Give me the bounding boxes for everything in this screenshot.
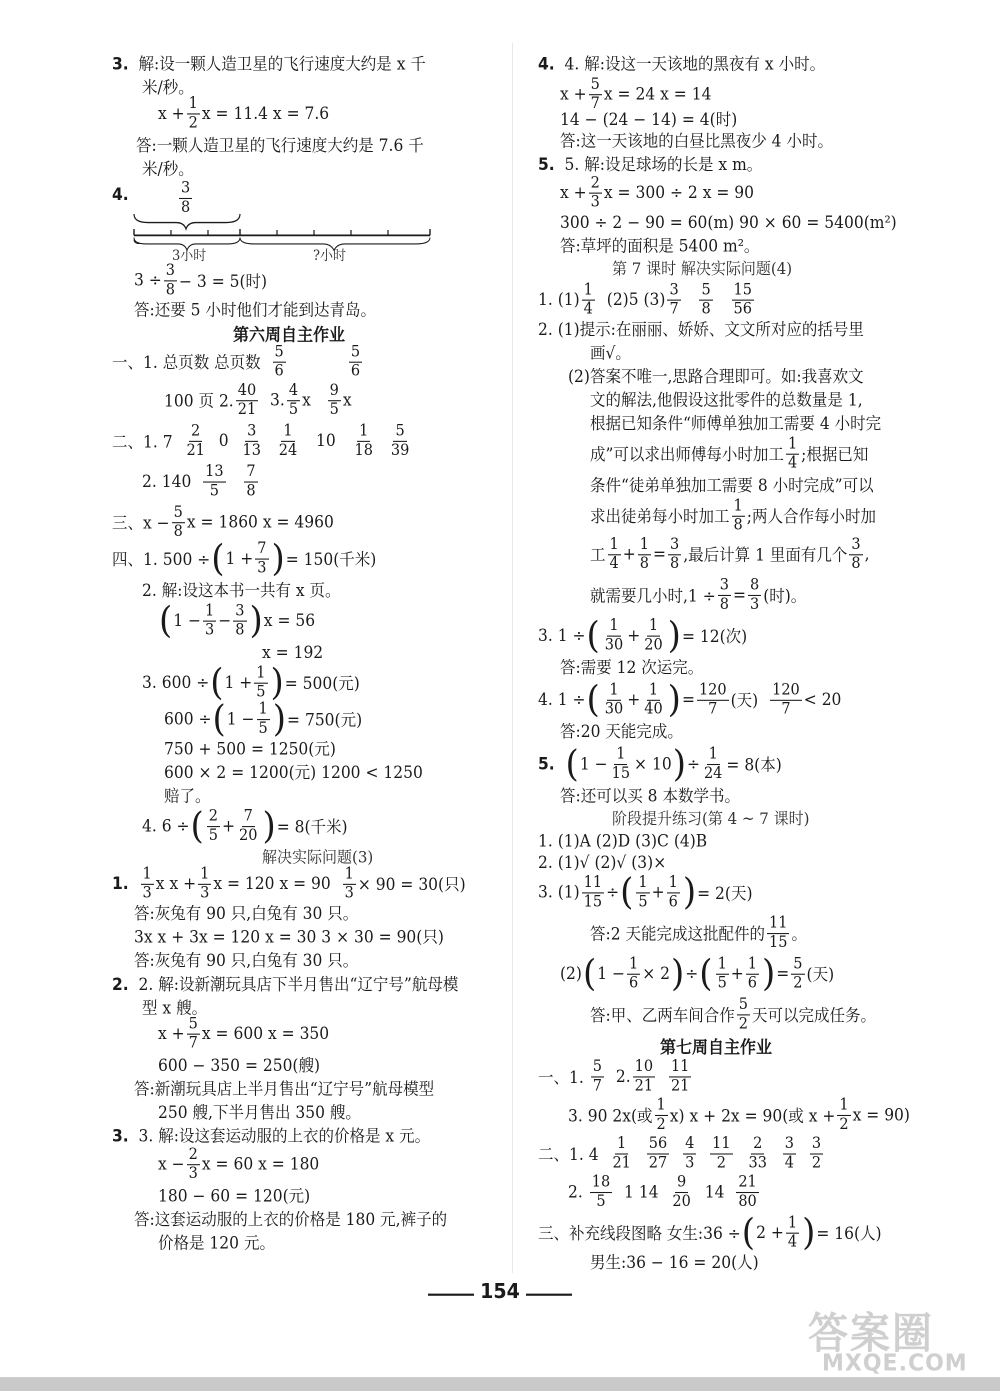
fraction: $\frac{21}{80}$: [738, 1173, 757, 1210]
watermark-url: MXQE.COM: [822, 1350, 968, 1378]
fraction: $\frac{1}{4}$: [583, 280, 593, 318]
lesson-q2-line2: 型 x 艘。: [142, 998, 208, 1018]
fraction: $\frac{11}{21}$: [670, 1057, 690, 1095]
lesson-q3-equation: x − $\frac{2}{3}$ x = 60 x = 180: [158, 1145, 320, 1182]
lesson7-q2-line9: 工 $\frac{1}{4}$ + $\frac{1}{8}$ = $\frac{3}{8}$ ,最后计算 1 里面有几个 $\frac{3}{8}$ ,: [590, 535, 870, 572]
lesson7-q2-line8: 求出徒弟每小时加工 $\frac{1}{8}$ ;两人合作每小时加: [590, 497, 876, 534]
fraction: $\frac{3}{8}$: [669, 535, 680, 572]
lesson-q3-line1: 3. 3. 解:设这套运动服的上衣的价格是 x 元。: [112, 1126, 431, 1146]
week7-part1-line1: 一、1. $\frac{5}{7}$ 2. $\frac{10}{21}$ $\frac{11}{21}$: [538, 1057, 690, 1095]
lesson7-q5: 5. ( 1 − $\frac{1}{15}$ × 10 ) ÷ $\frac{1}{24}$ = 8(本): [538, 742, 782, 786]
lesson7-q2-line6: 成”可以求出师傅每小时加工 $\frac{1}{4}$ ;根据已知: [590, 434, 869, 472]
fraction: $\frac{1}{5}$: [638, 873, 648, 911]
lesson-q3-calc: 180 − 60 = 120(元): [158, 1186, 311, 1206]
fraction: $\frac{5}{39}$: [390, 422, 410, 459]
lesson7-q4-answer: 答:20 天能完成。: [560, 722, 683, 742]
fraction: $\frac{1}{18}$: [354, 422, 373, 459]
problem-3-line-1: 3. 解:设一颗人造卫星的飞行速度大约是 x 千: [112, 54, 426, 74]
fraction: $\frac{7}{20}$: [239, 807, 258, 844]
fraction: $\frac{1}{2}$: [656, 1096, 666, 1133]
fraction: $\frac{1}{30}$: [604, 616, 624, 654]
fraction: $\frac{1}{6}$: [668, 873, 678, 911]
fraction: $\frac{40}{21}$: [237, 381, 257, 418]
lesson7-q2-line2: 画√。: [590, 343, 631, 363]
week6-part3: 三、x − $\frac{5}{8}$ x = 1860 x = 4960: [112, 503, 334, 540]
lesson-q1-answer-1: 答:灰兔有 90 只,白兔有 30 只。: [134, 904, 359, 924]
fraction: $\frac{5}{8}$: [173, 503, 183, 540]
lesson7-q1: 1. (1) $\frac{1}{4}$ (2)5 (3) $\frac{3}{7}$ $\frac{5}{8}$ $\frac{15}{56}$: [538, 280, 752, 318]
page-number: 154: [480, 1279, 520, 1304]
fraction: $\frac{3}{7}$: [669, 280, 679, 318]
lesson-q3-answer-2: 价格是 120 元。: [158, 1233, 275, 1253]
diagram-label-3h: 3小时: [172, 248, 207, 265]
week6-part4-q2-result: x = 192: [262, 643, 324, 663]
fraction: $\frac{3}{4}$: [784, 1134, 795, 1172]
lesson-q1-line1: 1. $\frac{1}{3}$ x x + $\frac{1}{3}$ x = 120 x = 90 $\frac{1}{3}$ × 90 = 30(只): [112, 865, 466, 902]
fraction: $\frac{120}{7}$: [698, 681, 727, 718]
week6-part4-q4: 4. 6 ÷ ( $\frac{2}{5}$ + $\frac{7}{20}$ ) = 8(千米): [142, 804, 348, 848]
stage-q1: 1. (1)A (2)D (3)C (4)B: [538, 831, 708, 851]
lesson-q2-line1: 2. 2. 解:设新潮玩具店下半月售出“辽宁号”航母模: [112, 974, 459, 995]
fraction: $\frac{1}{24}$: [703, 745, 723, 782]
week7-heading: 第七周自主作业: [660, 1036, 773, 1058]
stage-heading: 阶段提升练习(第 4 ~ 7 课时): [612, 808, 810, 829]
fraction: $\frac{5}{7}$: [590, 75, 600, 112]
fraction: $\frac{7}{8}$: [246, 462, 256, 500]
fraction: $\frac{2}{5}$: [208, 807, 218, 844]
lesson7-q3: 3. 1 ÷ ( $\frac{1}{30}$ + $\frac{1}{20}$ ) = 12(次): [538, 614, 748, 657]
fraction: $\frac{1}{6}$: [747, 954, 758, 992]
fraction: $\frac{1}{8}$: [639, 535, 649, 572]
r-problem-5-answer: 答:草坪的面积是 5400 m²。: [560, 236, 760, 256]
week6-part4-q3-line4: 600 × 2 = 1200(元) 1200 < 1250: [164, 762, 423, 783]
problem-3-answer-1: 答:一颗人造卫星的飞行速度大约是 7.6 千: [136, 135, 424, 156]
fraction: $\frac{1}{8}$: [733, 497, 743, 534]
stage-q3-answer-1: 答:2 天能完成这批配件的 $\frac{11}{15}$ 。: [590, 914, 807, 951]
fraction: $\frac{3}{13}$: [242, 422, 261, 459]
week7-part3-line1: 三、补充线段图略 女生:36 ÷ ( 2 + $\frac{1}{4}$ ) = 16(人): [538, 1211, 882, 1255]
problem-3-answer-2: 米/秒。: [142, 159, 194, 179]
diagram-label-unknown: ?小时: [313, 248, 346, 265]
column-divider: [512, 43, 513, 1274]
lesson7-q2-line7: 条件“徒弟单独加工需要 8 小时完成”可以: [590, 476, 874, 496]
fraction: $\frac{1}{3}$: [344, 865, 354, 902]
lesson7-q2-line10: 就需要几小时,1 ÷ $\frac{3}{8}$ = $\frac{8}{3}$ (时)。: [590, 576, 807, 613]
week6-part4-q3-line5: 赔了。: [164, 786, 211, 806]
fraction: $\frac{1}{30}$: [604, 681, 624, 718]
lesson-q1-answer-2: 答:灰兔有 90 只,白兔有 30 只。: [134, 951, 359, 971]
fraction: $\frac{120}{7}$: [772, 681, 800, 718]
fraction: $\frac{3}{8}$: [719, 576, 729, 613]
week6-part1-line2: 100 页 2. $\frac{40}{21}$ 3. $\frac{4}{5}$ x $\frac{9}{5}$ x: [164, 381, 352, 418]
lesson7-q2-line5: 根据已知条件“师傅单独加工需要 4 小时完: [590, 414, 882, 434]
fraction: $\frac{4}{3}$: [685, 1134, 695, 1172]
fraction: $\frac{5}{7}$: [592, 1057, 602, 1095]
fraction: $\frac{5}{6}$: [274, 342, 284, 380]
lesson7-heading: 第 7 课时 解决实际问题(4): [612, 258, 793, 279]
lesson7-q4: 4. 1 ÷ ( $\frac{1}{30}$ + $\frac{1}{40}$ ) = $\frac{120}{7}$ (天) $\frac{120}{7}$ < 20: [538, 678, 842, 722]
week6-part2-line1: 二、1. 7 $\frac{2}{21}$ 0 $\frac{3}{13}$ $\frac{1}{24}$ 10 $\frac{1}{18}$ $\frac{5}{39}$: [112, 422, 410, 459]
fraction: $\frac{1}{5}$: [256, 663, 266, 701]
fraction: $\frac{2}{33}$: [748, 1134, 767, 1172]
fraction: $\frac{3}{8}$: [165, 261, 176, 298]
fraction: $\frac{3}{8}$: [235, 601, 245, 639]
r-problem-4-answer: 答:这一天该地的白昼比黑夜少 4 小时。: [560, 131, 833, 151]
lesson-q2-answer-1: 答:新潮玩具店上半月售出“辽宁号”航母模型: [134, 1079, 435, 1099]
fraction: $\frac{5}{8}$: [701, 280, 711, 318]
fraction: $\frac{11}{2}$: [712, 1134, 731, 1172]
lesson7-q3-answer: 答:需要 12 次运完。: [560, 658, 704, 678]
lesson-q2-calc: 600 − 350 = 250(艘): [158, 1056, 321, 1076]
week7-part2-line1: 二、1. 4 $\frac{1}{21}$ $\frac{56}{27}$ $\frac{4}{3}$ $\frac{11}{2}$ $\frac{2}{33}$ $\frac{3}{4}$ $\frac{3}{2}$: [538, 1134, 822, 1172]
r-problem-5-line1: 5. 5. 解:设足球场的长是 x m。: [538, 155, 763, 175]
stage-q3-line1: 3. (1) $\frac{11}{15}$ ÷ ( $\frac{1}{5}$ + $\frac{1}{6}$ ) = 2(天): [538, 870, 753, 914]
lesson7-q5-answer: 答:还可以买 8 本数学书。: [560, 786, 740, 806]
week6-part4-q3-line1: 3. 600 ÷ ( 1 + $\frac{1}{5}$ ) = 500(元): [142, 661, 360, 705]
week6-part4-q1: 四、1. 500 ÷ ( 1 + $\frac{7}{3}$ ) = 150(千米): [112, 537, 377, 580]
week6-part4-q2: 2. 解:设这本书一共有 x 页。: [142, 581, 341, 601]
fraction: $\frac{1}{24}$: [278, 422, 298, 459]
fraction: $\frac{9}{20}$: [672, 1173, 691, 1210]
fraction: $\frac{5}{2}$: [738, 995, 748, 1033]
week7-part2-line2: 2. $\frac{18}{5}$ 1 14 $\frac{9}{20}$ 14 $\frac{21}{80}$: [568, 1173, 757, 1210]
week6-part4-q2-equation: ( 1 − $\frac{1}{3}$ − $\frac{3}{8}$ ) x = 56: [159, 599, 316, 643]
fraction: $\frac{2}{3}$: [188, 1145, 198, 1182]
fraction: $\frac{1}{5}$: [717, 954, 727, 992]
lesson7-q2-line1: 2. (1)提示:在丽丽、娇娇、文文所对应的括号里: [538, 319, 864, 340]
fraction: $\frac{1}{2}$: [188, 94, 198, 132]
lesson7-q2-line3: (2)答案不唯一,思路合理即可。如:我喜欢文: [568, 367, 864, 387]
fraction: $\frac{5}{6}$: [350, 342, 361, 380]
stage-q3-line2: (2) ( 1 − $\frac{1}{6}$ × 2 ) ÷ ( $\frac{1}{5}$ + $\frac{1}{6}$ ) = $\frac{5}{2}$ (天): [560, 952, 835, 996]
week6-part1-line1: 一、1. 总页数 总页数 $\frac{5}{6}$ $\frac{5}{6}$: [112, 342, 361, 380]
lesson7-q2-line4: 文的解法,他假设这批零件的总数量是 1,: [590, 390, 863, 410]
fraction: $\frac{1}{40}$: [644, 681, 663, 718]
week7-part1-line2: 3. 90 2x(或 $\frac{1}{2}$ x) x + 2x = 90(或 x + $\frac{1}{2}$ x = 90): [568, 1096, 910, 1133]
fraction: $\frac{56}{27}$: [648, 1134, 668, 1172]
fraction: $\frac{1}{4}$: [609, 535, 619, 572]
fraction: $\frac{18}{5}$: [591, 1173, 611, 1210]
fraction: $\frac{3}{2}$: [811, 1134, 822, 1172]
stage-q2: 2. (1)√ (2)√ (3)×: [538, 852, 667, 873]
r-problem-5-equation: x + $\frac{2}{3}$ x = 300 ÷ 2 x = 90: [560, 173, 754, 211]
problem-3-equation: x + $\frac{1}{2}$ x = 11.4 x = 7.6: [158, 94, 330, 132]
fraction: $\frac{5}{7}$: [188, 1014, 198, 1052]
fraction: $\frac{1}{3}$: [142, 865, 152, 902]
fraction: $\frac{2}{3}$: [590, 173, 600, 211]
fraction: $\frac{13}{5}$: [205, 462, 224, 500]
r-problem-4-calc: 14 − (24 − 14) = 4(时): [560, 110, 738, 130]
diagram-fraction-label: $\frac{3}{8}$: [181, 179, 191, 217]
fraction: $\frac{7}{3}$: [257, 539, 267, 577]
fraction: $\frac{1}{2}$: [839, 1096, 849, 1133]
problem-4-answer: 答:还要 5 小时他们才能到达青岛。: [134, 300, 376, 320]
r-problem-4-equation: x + $\frac{5}{7}$ x = 24 x = 14: [560, 75, 712, 112]
fraction: $\frac{8}{3}$: [749, 576, 760, 613]
week6-part4-q3-line3: 750 + 500 = 1250(元): [164, 739, 336, 759]
fraction: $\frac{4}{5}$: [288, 381, 299, 418]
r-problem-5-calc: 300 ÷ 2 − 90 = 60(m) 90 × 60 = 5400(m²): [560, 212, 897, 233]
fraction: $\frac{3}{8}$: [851, 535, 861, 572]
problem-3-line-2: 米/秒。: [142, 78, 194, 98]
stage-q3-answer-2: 答:甲、乙两车间合作 $\frac{5}{2}$ 天可以完成任务。: [590, 995, 876, 1033]
fraction: $\frac{1}{3}$: [205, 601, 215, 639]
fraction: $\frac{10}{21}$: [634, 1057, 654, 1095]
fraction: $\frac{11}{15}$: [769, 914, 788, 951]
lesson-q2-answer-2: 250 艘,下半月售出 350 艘。: [158, 1103, 361, 1123]
fraction: $\frac{1}{5}$: [258, 700, 268, 737]
fraction: $\frac{9}{5}$: [329, 381, 339, 418]
week6-part4-q3-line2: 600 ÷ ( 1 − $\frac{1}{5}$ ) = 750(元): [164, 697, 363, 741]
week6-part2-line2: 2. 140 $\frac{13}{5}$ $\frac{7}{8}$: [142, 462, 256, 500]
lesson-q2-equation: x + $\frac{5}{7}$ x = 600 x = 350: [158, 1014, 330, 1052]
lesson-q1-equation-2: 3x x + 3x = 120 x = 30 3 × 30 = 90(只): [134, 927, 444, 947]
lesson-q3-answer-1: 答:这套运动服的上衣的价格是 180 元,裤子的: [134, 1210, 448, 1230]
fraction: $\frac{11}{15}$: [583, 873, 603, 911]
fraction: $\frac{5}{2}$: [793, 954, 803, 992]
fraction: $\frac{1}{4}$: [787, 1213, 798, 1251]
fraction: $\frac{1}{20}$: [644, 616, 663, 654]
problem-4-number: 4.: [112, 185, 129, 205]
fraction: $\frac{1}{21}$: [612, 1134, 631, 1172]
watermark-logo: 答案圈: [808, 1309, 934, 1359]
fraction: $\frac{15}{56}$: [733, 280, 752, 318]
fraction: $\frac{1}{6}$: [629, 954, 639, 992]
lesson-heading: 解决实际问题(3): [262, 847, 374, 867]
fraction: $\frac{1}{4}$: [787, 434, 798, 472]
fraction: $\frac{2}{21}$: [186, 422, 205, 459]
week7-part3-line2: 男生:36 − 16 = 20(人): [590, 1252, 759, 1273]
fraction: $\frac{1}{15}$: [611, 745, 631, 782]
fraction: $\frac{1}{3}$: [200, 865, 210, 902]
page-bottom-edge: [0, 1377, 1000, 1391]
page-number-rule-right: [526, 1294, 572, 1296]
week6-heading: 第六周自主作业: [233, 324, 346, 345]
problem-4-equation: 3 ÷ $\frac{3}{8}$ − 3 = 5(时): [134, 261, 268, 298]
r-problem-4-line1: 4. 4. 解:设这一天该地的黑夜有 x 小时。: [538, 54, 826, 74]
